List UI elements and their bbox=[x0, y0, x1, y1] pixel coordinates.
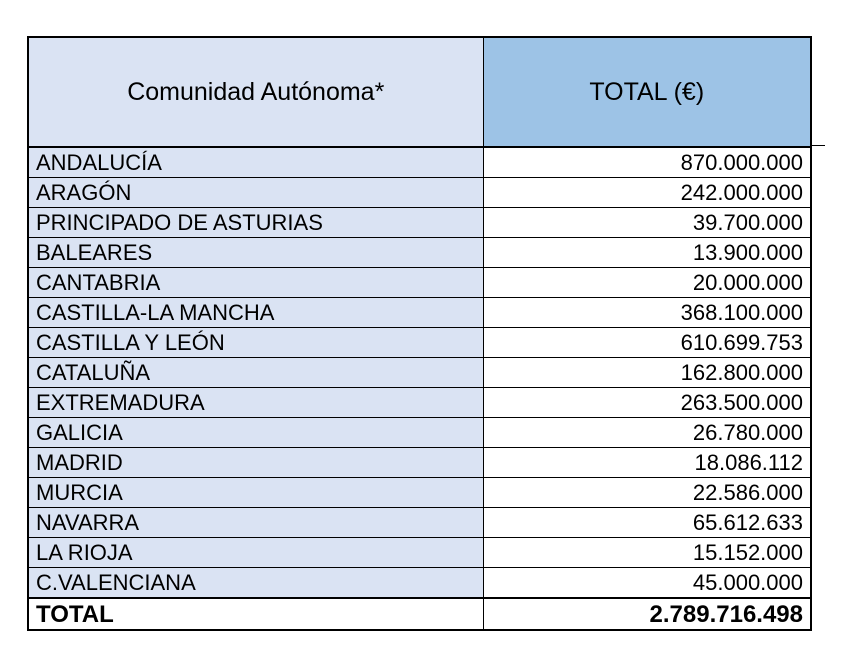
table-row bbox=[28, 208, 811, 238]
region-name-cell: MADRID bbox=[28, 448, 483, 478]
total-row bbox=[28, 598, 811, 630]
region-value-cell: 45.000.000 bbox=[483, 568, 811, 599]
region-value-cell: 368.100.000 bbox=[483, 298, 811, 328]
table-header-row bbox=[28, 37, 811, 147]
table-row bbox=[28, 358, 811, 388]
table-row bbox=[28, 568, 811, 599]
region-name-cell: MURCIA bbox=[28, 478, 483, 508]
region-name-cell: CASTILLA-LA MANCHA bbox=[28, 298, 483, 328]
total-label: TOTAL bbox=[28, 598, 483, 630]
region-name-cell: C.VALENCIANA bbox=[28, 568, 483, 599]
region-name-cell: CASTILLA Y LEÓN bbox=[28, 328, 483, 358]
region-name-cell: EXTREMADURA bbox=[28, 388, 483, 418]
region-name-cell: ANDALUCÍA bbox=[28, 147, 483, 178]
region-value-cell: 263.500.000 bbox=[483, 388, 811, 418]
table-row bbox=[28, 178, 811, 208]
region-value-cell: 15.152.000 bbox=[483, 538, 811, 568]
region-value-cell: 18.086.112 bbox=[483, 448, 811, 478]
region-name-cell: BALEARES bbox=[28, 238, 483, 268]
table-row bbox=[28, 508, 811, 538]
region-name-cell: GALICIA bbox=[28, 418, 483, 448]
region-value-cell: 39.700.000 bbox=[483, 208, 811, 238]
column-header-total: TOTAL (€) bbox=[483, 37, 811, 147]
table-row bbox=[28, 448, 811, 478]
region-value-cell: 20.000.000 bbox=[483, 268, 811, 298]
table-row bbox=[28, 268, 811, 298]
table-row bbox=[28, 538, 811, 568]
column-header-region: Comunidad Autónoma* bbox=[28, 37, 483, 147]
table-row bbox=[28, 328, 811, 358]
total-value: 2.789.716.498 bbox=[483, 598, 811, 630]
table-row bbox=[28, 478, 811, 508]
table-row bbox=[28, 418, 811, 448]
region-name-cell: PRINCIPADO DE ASTURIAS bbox=[28, 208, 483, 238]
region-name-cell: CATALUÑA bbox=[28, 358, 483, 388]
table-row bbox=[28, 388, 811, 418]
region-value-cell: 610.699.753 bbox=[483, 328, 811, 358]
region-value-cell: 162.800.000 bbox=[483, 358, 811, 388]
header-border-extension bbox=[811, 145, 825, 146]
table-body bbox=[28, 147, 811, 598]
funding-table bbox=[27, 36, 812, 631]
table-row bbox=[28, 298, 811, 328]
region-value-cell: 65.612.633 bbox=[483, 508, 811, 538]
region-name-cell: ARAGÓN bbox=[28, 178, 483, 208]
region-name-cell: CANTABRIA bbox=[28, 268, 483, 298]
region-value-cell: 242.000.000 bbox=[483, 178, 811, 208]
table-row bbox=[28, 238, 811, 268]
region-value-cell: 22.586.000 bbox=[483, 478, 811, 508]
table-row bbox=[28, 147, 811, 178]
region-value-cell: 26.780.000 bbox=[483, 418, 811, 448]
region-name-cell: NAVARRA bbox=[28, 508, 483, 538]
region-name-cell: LA RIOJA bbox=[28, 538, 483, 568]
region-value-cell: 870.000.000 bbox=[483, 147, 811, 178]
region-value-cell: 13.900.000 bbox=[483, 238, 811, 268]
